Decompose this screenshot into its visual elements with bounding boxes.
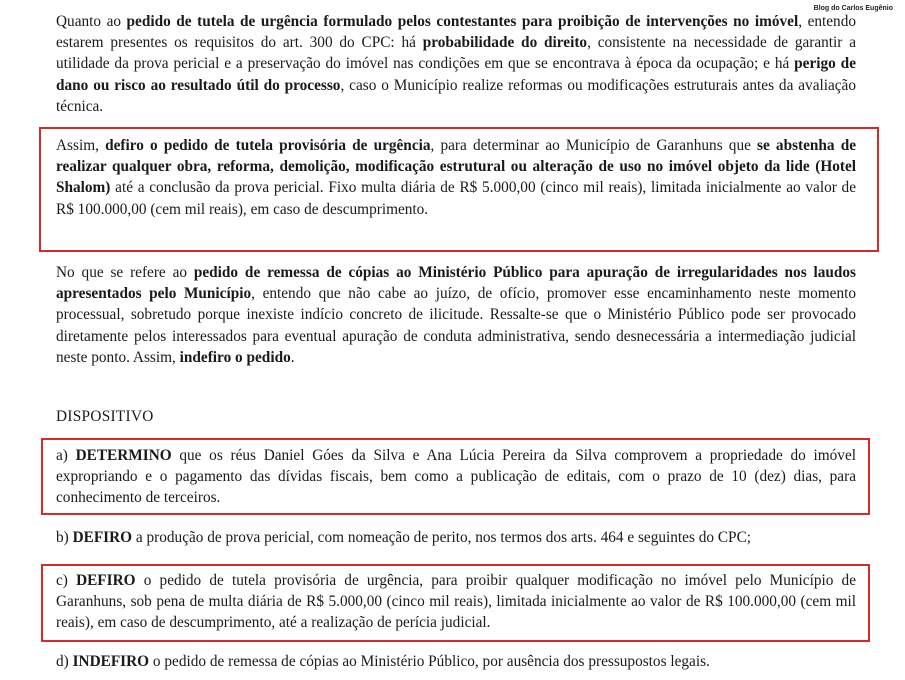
text-run: até a conclusão da prova pericial. Fixo multa diária de R$ 5.000,00 (cinco mil reais), limitada inicialmente ao valor de R$ 100.000,00 (cem mil reais), em caso de descumprimento. [56, 179, 856, 218]
paragraph-defiro-tutela [56, 135, 856, 220]
text-run: , consistente na necessidade de garantir a utilidade da prova pericial e a preservação do imóvel nas condições em que se encontrava à época da ocupação; e há [56, 34, 856, 73]
item-d-indefiro [56, 651, 856, 672]
text-run: a) [56, 447, 76, 464]
text-run: , para determinar ao Município de Garanhuns que [430, 137, 758, 154]
bold-text-run: defiro o pedido de tutela provisória de urgência [105, 137, 431, 154]
bold-text-run: probabilidade do direito [422, 34, 588, 52]
text-run: d) [56, 653, 73, 670]
bold-text-run: indefiro o pedido [179, 348, 291, 366]
text-run: o pedido de tutela provisória de urgência, para proibir qualquer modificação no imóvel pelo Município de Garanhuns, sob pena de multa diária de R$ 5.000,00 (cinco mil reais), limitada inicialmente ao valor de R$ 100.000,00 (cem mil reais), em caso de descumprimento, até a realização de perícia judicial. [56, 572, 856, 632]
bold-text-run: pedido de remessa de cópias ao Ministério Público para apuração de irregularidades nos laudos apresentados pelo Município [56, 264, 857, 303]
text-run: Assim, [56, 137, 106, 154]
text-run: . [290, 348, 295, 366]
item-b-defiro-pericia [56, 527, 856, 548]
item-a-determino [56, 445, 856, 509]
text-run: o pedido de remessa de cópias ao Ministério Público, por ausência dos pressupostos legais. [149, 653, 710, 670]
bold-text-run: DEFIRO [76, 572, 136, 589]
section-heading-dispositivo: DISPOSITIVO [56, 408, 154, 425]
text-run: que os réus Daniel Góes da Silva e Ana Lúcia Pereira da Silva comprovem a propriedade do imóvel expropriando e o pagamento das dívidas fiscais, bem como a publicação de editais, com o prazo de 10 (dez) dias, para conhecimento de terceiros. [56, 447, 856, 507]
bold-text-run: pedido de tutela de urgência formulado pelos contestantes para proibição de intervenções no imóvel [126, 13, 799, 30]
item-c-defiro-tutela [56, 570, 856, 634]
text-run: , entendo que não cabe ao juízo, de ofício, promover esse encaminhamento neste momento processual, sobretudo porque inexiste indício concreto de ilicitude. Ressalte-se que o Ministério Público pode ser provocado diretamente pelos interessados para eventual apuração de conduta administrativa, sendo desnecessária a intermediação judicial neste ponto. Assim, [56, 285, 856, 366]
text-run: c) [56, 572, 77, 589]
text-run: , caso o Município realize reformas ou modificações estruturais antes da avaliação técnica. [56, 76, 856, 115]
paragraph-remessa-copias [56, 262, 856, 368]
bold-text-run: se abstenha de realizar qualquer obra, reforma, demolição, modificação estrutural ou alteração de uso no imóvel objeto da lide (Hotel Shalom) [56, 137, 857, 197]
text-run: Quanto ao [56, 13, 127, 30]
text-run: a produção de prova pericial, com nomeação de perito, nos termos dos arts. 464 e seguintes do CPC; [132, 529, 752, 546]
text-run: b) [56, 529, 73, 546]
paragraph-tutela-contestantes [56, 11, 856, 117]
text-run: No que se refere ao [56, 264, 194, 281]
bold-text-run: DEFIRO [72, 529, 133, 546]
bold-text-run: INDEFIRO [72, 653, 150, 670]
bold-text-run: perigo de dano ou risco ao resultado útil do processo [56, 55, 856, 94]
bold-text-run: DETERMINO [75, 447, 172, 464]
text-run: , entendo estarem presentes os requisitos do art. 300 do CPC: há [56, 13, 856, 52]
watermark: Blog do Carlos Eugênio [813, 5, 893, 12]
